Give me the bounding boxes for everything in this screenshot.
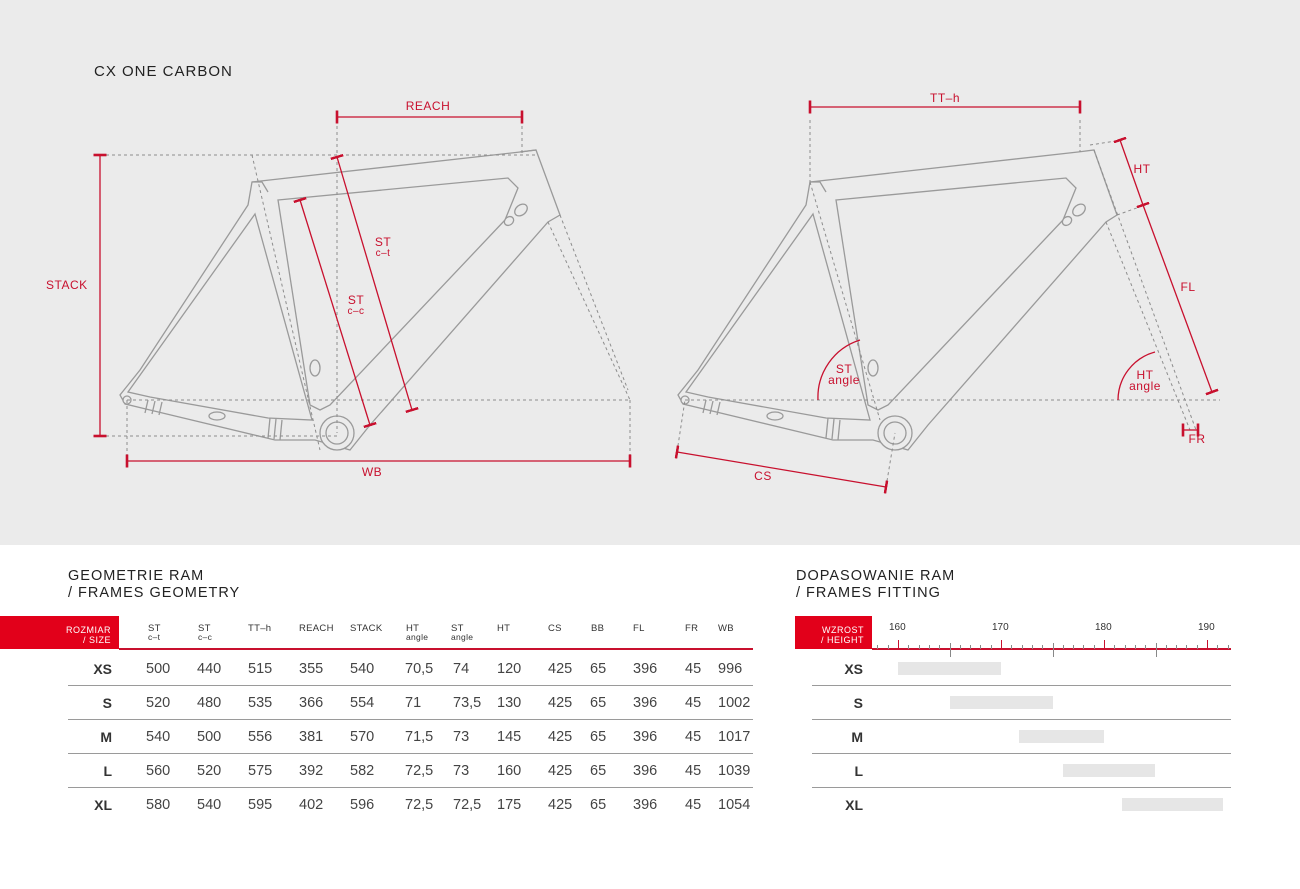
geometry-cell: 396: [633, 661, 658, 677]
geometry-cell: 74: [453, 661, 470, 677]
geometry-cell: 65: [590, 763, 607, 779]
geometry-cell: 396: [633, 695, 658, 711]
geometry-cell: 65: [590, 661, 607, 677]
geometry-cell: 402: [299, 797, 324, 813]
geometry-row-divider: [68, 719, 753, 720]
geometry-cell: 520: [197, 763, 222, 779]
st-angle-label: ST: [835, 362, 853, 376]
fitting-minor-tick: [1114, 645, 1115, 649]
height-header-line1: WZROST: [822, 625, 864, 635]
fitting-minor-tick: [1166, 645, 1167, 649]
geometry-column-header: [350, 624, 382, 633]
fitting-title-line1: DOPASOWANIE RAM: [796, 568, 956, 584]
geometry-size-label: XS: [93, 661, 112, 677]
fitting-minor-tick: [1042, 645, 1043, 649]
geometry-column-header: [406, 624, 428, 642]
geometry-cell: 381: [299, 729, 324, 745]
fitting-major-tick: [898, 640, 899, 649]
geometry-column-header: [148, 624, 161, 642]
geometry-cell: 73: [453, 763, 470, 779]
geometry-cell: 120: [497, 661, 522, 677]
geometry-cell: 535: [248, 695, 273, 711]
geometry-cell: 72,5: [405, 763, 434, 779]
right-frame: [678, 150, 1117, 450]
geometry-cell: 425: [548, 695, 573, 711]
fitting-major-tick: [1001, 640, 1002, 649]
geometry-cell: 45: [685, 729, 702, 745]
geometry-title-line1: GEOMETRIE RAM: [68, 568, 205, 584]
fl-label: FL: [1180, 280, 1196, 294]
geometry-cell: 1039: [718, 763, 751, 779]
column-header-label: REACH: [299, 623, 334, 634]
geometry-cell: 72,5: [453, 797, 482, 813]
fitting-range-bar: [950, 696, 1053, 709]
fitting-major-tick: [1207, 640, 1208, 649]
geometry-cell: 65: [590, 729, 607, 745]
geometry-cell: 1017: [718, 729, 751, 745]
fitting-minor-tick: [1135, 645, 1136, 649]
geometry-cell: 65: [590, 695, 607, 711]
model-title: CX ONE CARBON: [94, 63, 233, 80]
geometry-title: [68, 568, 240, 602]
fitting-minor-tick: [939, 645, 940, 649]
geometry-cell: 160: [497, 763, 522, 779]
geometry-cell: 540: [350, 661, 375, 677]
geometry-cell: 392: [299, 763, 324, 779]
st-angle-sublabel: angle: [828, 373, 860, 387]
geometry-cell: 73,5: [453, 695, 482, 711]
geometry-cell: 396: [633, 763, 658, 779]
fitting-title-line2: / FRAMES FITTING: [796, 585, 941, 601]
fitting-minor-tick: [1094, 645, 1095, 649]
fitting-size-label: M: [851, 729, 863, 745]
fr-label: FR: [1188, 432, 1206, 446]
fitting-range-bar: [898, 662, 1001, 675]
geometry-column-header: [497, 624, 510, 633]
geometry-column-header: [633, 624, 645, 633]
geometry-cell: 175: [497, 797, 522, 813]
column-header-label: STACK: [350, 623, 383, 634]
st-cc-sublabel: c–c: [347, 306, 365, 317]
column-header-label: BB: [591, 623, 605, 634]
geometry-cell: 560: [146, 763, 171, 779]
cs-label: CS: [754, 469, 772, 483]
fitting-minor-tick: [1176, 645, 1177, 649]
fitting-minor-tick: [908, 645, 909, 649]
fitting-minor-tick: [1083, 645, 1084, 649]
geometry-cell: 554: [350, 695, 375, 711]
column-header-label: TT–h: [248, 623, 272, 634]
st-ct-label: ST: [374, 235, 392, 249]
column-header-label: ST: [148, 623, 161, 634]
fitting-minor-tick: [929, 645, 930, 649]
geometry-cell: 582: [350, 763, 375, 779]
ht-label: HT: [1133, 162, 1151, 176]
fitting-tick-label: 170: [992, 622, 1009, 633]
column-header-label: ST: [198, 623, 211, 634]
fitting-minor-tick: [960, 645, 961, 649]
fitting-title: [796, 568, 955, 602]
geometry-row-divider: [68, 787, 753, 788]
geometry-cell: 45: [685, 763, 702, 779]
geometry-cell: 540: [146, 729, 171, 745]
fitting-minor-tick: [991, 645, 992, 649]
geometry-size-label: M: [100, 729, 112, 745]
column-header-label: FR: [685, 623, 699, 634]
geometry-cell: 570: [350, 729, 375, 745]
geometry-cell: 515: [248, 661, 273, 677]
geometry-cell: 71: [405, 695, 422, 711]
geometry-cell: 1002: [718, 695, 751, 711]
fitting-size-label: XL: [845, 797, 863, 813]
fitting-minor-tick: [1145, 645, 1146, 649]
st-ct-sublabel: c–t: [375, 248, 391, 259]
column-header-sublabel: angle: [406, 632, 429, 642]
column-header-label: WB: [718, 623, 734, 634]
geometry-cell: 130: [497, 695, 522, 711]
geometry-cell: 480: [197, 695, 222, 711]
fitting-minor-tick: [970, 645, 971, 649]
geometry-cell: 65: [590, 797, 607, 813]
fitting-minor-tick: [1073, 645, 1074, 649]
column-header-label: ST: [451, 623, 464, 634]
geometry-cell: 45: [685, 797, 702, 813]
geometry-cell: 500: [146, 661, 171, 677]
fitting-minor-tick: [1156, 643, 1157, 657]
geometry-cell: 355: [299, 661, 324, 677]
geometry-column-header: [451, 624, 473, 642]
geometry-cell: 540: [197, 797, 222, 813]
st-cc-label: ST: [347, 293, 365, 307]
geometry-cell: 45: [685, 695, 702, 711]
geometry-cell: 1054: [718, 797, 751, 813]
geometry-column-header: [685, 624, 698, 633]
fitting-minor-tick: [1032, 645, 1033, 649]
geometry-size-label: L: [103, 763, 112, 779]
geometry-cell: 425: [548, 661, 573, 677]
geometry-column-header: [548, 624, 562, 633]
column-header-sublabel: c–t: [148, 632, 161, 642]
geometry-cell: 396: [633, 797, 658, 813]
geometry-cell: 596: [350, 797, 375, 813]
fitting-minor-tick: [1217, 645, 1218, 649]
geometry-size-label: S: [102, 695, 112, 711]
fitting-tick-label: 180: [1095, 622, 1112, 633]
tth-label: TT–h: [929, 91, 961, 105]
fitting-row-divider: [812, 753, 1231, 754]
fitting-minor-tick: [1053, 643, 1054, 657]
stack-label: STACK: [46, 278, 88, 292]
fitting-row-divider: [812, 719, 1231, 720]
geometry-column-header: [198, 624, 212, 642]
ht-angle-sublabel: angle: [1129, 379, 1161, 393]
geometry-cell: 996: [718, 661, 743, 677]
fitting-minor-tick: [1011, 645, 1012, 649]
fitting-minor-tick: [919, 645, 920, 649]
geometry-cell: 71,5: [405, 729, 434, 745]
geometry-cell: 575: [248, 763, 273, 779]
geometry-cell: 396: [633, 729, 658, 745]
fitting-minor-tick: [1228, 645, 1229, 649]
fitting-range-bar: [1122, 798, 1223, 811]
height-header: [795, 616, 872, 649]
fitting-major-tick: [1104, 640, 1105, 649]
geometry-column-header: [718, 624, 734, 633]
geometry-title-line2: / FRAMES GEOMETRY: [68, 585, 241, 601]
fitting-size-label: XS: [844, 661, 863, 677]
geometry-cell: 595: [248, 797, 273, 813]
geometry-cell: 425: [548, 797, 573, 813]
column-header-sublabel: c–c: [198, 632, 213, 642]
fitting-minor-tick: [1063, 645, 1064, 649]
geometry-row-divider: [68, 753, 753, 754]
size-header: [0, 616, 119, 649]
geometry-cell: 425: [548, 763, 573, 779]
height-header-line2: / HEIGHT: [820, 635, 864, 645]
wb-label: WB: [361, 465, 383, 479]
geometry-cell: 72,5: [405, 797, 434, 813]
geometry-cell: 45: [685, 661, 702, 677]
size-header-line2: / SIZE: [82, 635, 111, 645]
column-header-sublabel: angle: [451, 632, 474, 642]
fitting-tick-label: 160: [889, 622, 906, 633]
geometry-header-rule: [119, 648, 753, 650]
geometry-cell: 425: [548, 729, 573, 745]
geometry-cell: 366: [299, 695, 324, 711]
column-header-label: HT: [406, 623, 420, 634]
geometry-cell: 145: [497, 729, 522, 745]
geometry-row-divider: [68, 685, 753, 686]
geometry-cell: 73: [453, 729, 470, 745]
fitting-range-bar: [1019, 730, 1104, 743]
geometry-column-header: [248, 624, 271, 633]
column-header-label: FL: [633, 623, 645, 634]
column-header-label: CS: [548, 623, 562, 634]
column-header-label: HT: [497, 623, 511, 634]
fitting-row-divider: [812, 685, 1231, 686]
geometry-column-header: [591, 624, 604, 633]
fitting-minor-tick: [1022, 645, 1023, 649]
ht-angle-label: HT: [1136, 368, 1154, 382]
size-header-line1: ROZMIAR: [66, 625, 111, 635]
fitting-minor-tick: [980, 645, 981, 649]
fitting-minor-tick: [877, 645, 878, 649]
fitting-minor-tick: [1186, 645, 1187, 649]
geometry-size-label: XL: [94, 797, 112, 813]
geometry-cell: 70,5: [405, 661, 434, 677]
fitting-row-divider: [812, 787, 1231, 788]
fitting-range-bar: [1063, 764, 1156, 777]
fitting-minor-tick: [1197, 645, 1198, 649]
geometry-cell: 440: [197, 661, 222, 677]
reach-label: REACH: [405, 99, 451, 113]
geometry-cell: 520: [146, 695, 171, 711]
fitting-minor-tick: [1125, 645, 1126, 649]
fitting-size-label: S: [853, 695, 863, 711]
fitting-minor-tick: [950, 643, 951, 657]
geometry-cell: 500: [197, 729, 222, 745]
fitting-minor-tick: [888, 645, 889, 649]
fitting-axis-line: [872, 648, 1231, 650]
geometry-cell: 580: [146, 797, 171, 813]
geometry-cell: 556: [248, 729, 273, 745]
geometry-column-header: [299, 624, 334, 633]
fitting-tick-label: 190: [1198, 622, 1215, 633]
left-frame: [120, 150, 560, 450]
fitting-size-label: L: [854, 763, 863, 779]
